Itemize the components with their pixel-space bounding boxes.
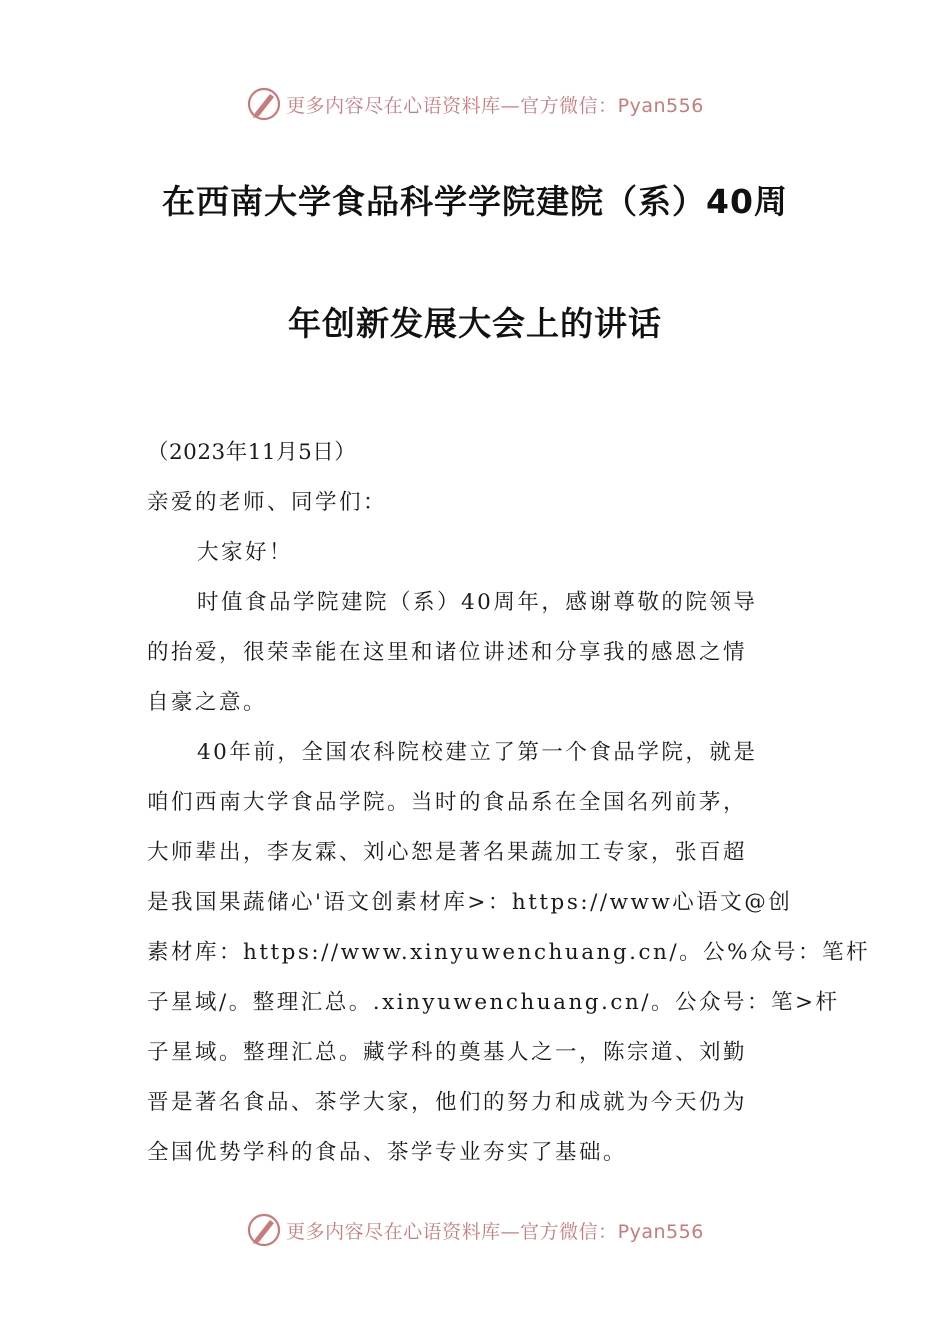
paragraph-1-line: 自豪之意。	[147, 690, 268, 715]
paragraph-1-line: 的抬爱，很荣幸能在这里和诸位讲述和分享我的感恩之情	[147, 640, 748, 665]
page-title-line-2: 年创新发展大会上的讲话	[288, 304, 662, 343]
pen-logo-icon	[246, 1212, 282, 1248]
paragraph-2-line: 子星域。整理汇总。藏学科的奠基人之一，陈宗道、刘勤	[147, 1040, 748, 1065]
paragraph-2-line: 素材库：https://www.xinyuwenchuang.cn/。公%众号：笔杆	[147, 940, 871, 965]
paragraph-2-line: 子星域/。整理汇总。.xinyuwenchuang.cn/。公众号：笔>杆	[147, 990, 840, 1015]
document-body	[147, 428, 871, 1178]
header-banner-text: 更多内容尽在心语资料库—官方微信：Pyan556	[286, 94, 704, 117]
paragraph-2-line: 大师辈出，李友霖、刘心恕是著名果蔬加工专家，张百超	[147, 840, 748, 865]
paragraph-1-line: 时值食品学院建院（系）40周年，感谢尊敬的院领导	[197, 590, 758, 615]
page-title-line-1: 在西南大学食品科学学院建院（系）40周	[162, 182, 788, 221]
paragraph-2-line: 是我国果蔬储心'语文创素材库>：https://www心语文@创	[147, 890, 793, 915]
footer-banner-text: 更多内容尽在心语资料库—官方微信：Pyan556	[286, 1220, 704, 1243]
salutation: 亲爱的老师、同学们：	[147, 490, 388, 515]
paragraph-2-line: 咱们西南大学食品学院。当时的食品系在全国名列前茅，	[147, 790, 748, 815]
greeting: 大家好！	[197, 540, 294, 565]
paragraph-2-line: 晋是著名食品、茶学大家，他们的努力和成就为今天仍为	[147, 1090, 748, 1115]
header-watermark-banner	[0, 84, 950, 124]
paragraph-2-line: 40年前，全国农科院校建立了第一个食品学院，就是	[197, 740, 758, 765]
footer-watermark-banner	[0, 1210, 950, 1250]
paragraph-2-line: 全国优势学科的食品、茶学专业夯实了基础。	[147, 1140, 628, 1165]
pen-logo-icon	[246, 86, 282, 122]
speech-date: （2023年11月5日）	[147, 440, 357, 465]
